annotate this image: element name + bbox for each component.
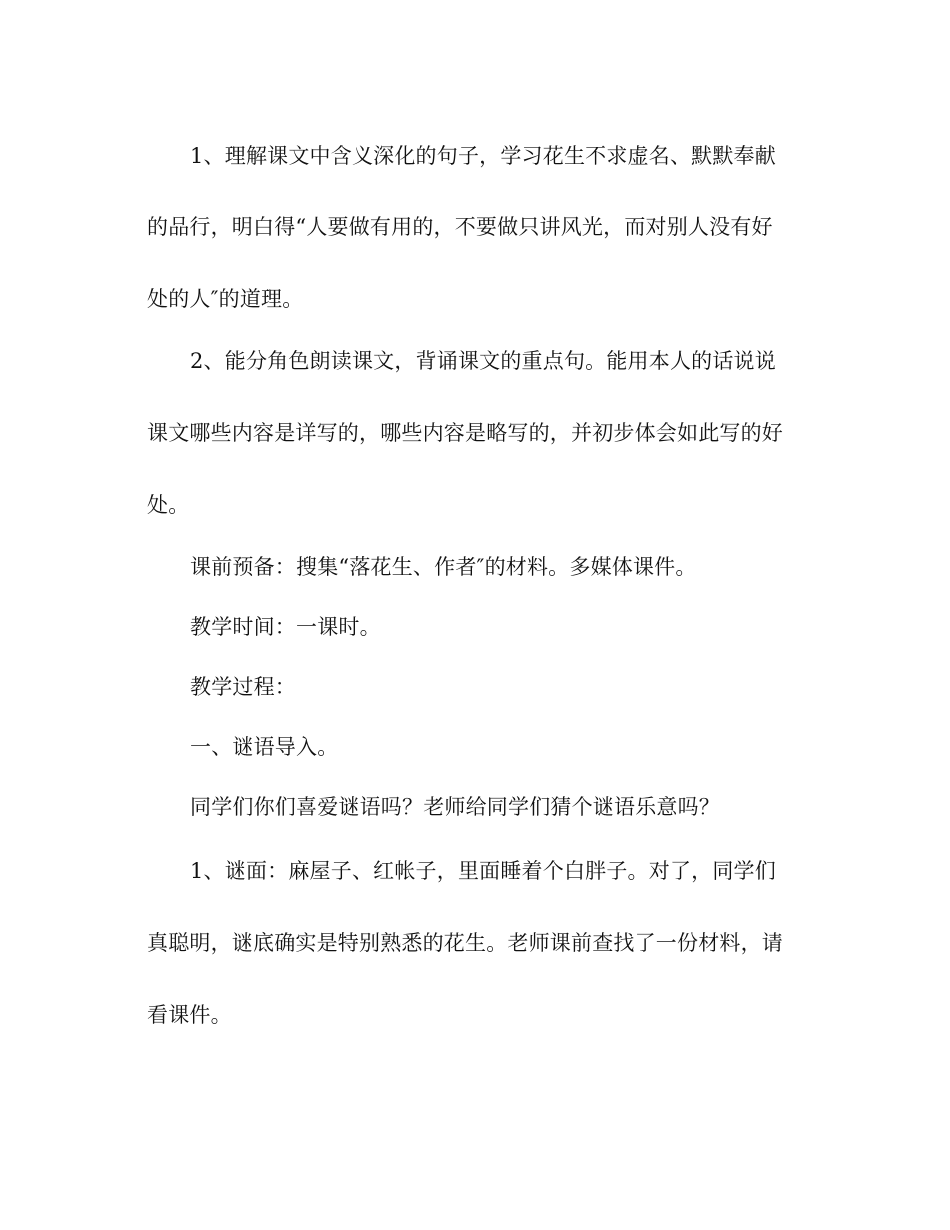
objective-1-line-2: 的品行，明白得“人要做有用的，不要做只讲风光，而对别人没有好 [147,215,773,239]
riddle-line-2: 真聪明，谜底确实是特别熟悉的花生。老师课前查找了一份材料，请 [147,931,783,955]
objective-2-line-2: 课文哪些内容是详写的，哪些内容是略写的，并初步体会如此写的好 [147,421,783,445]
riddle-line-1: 1、谜面：麻屋子、红帐子，里面睡着个白胖子。对了，同学们 [190,859,776,883]
teaching-time-line: 教学时间：一课时。 [190,615,381,639]
objective-2-line-1: 2、能分角色朗读课文，背诵课文的重点句。能用本人的话说说 [190,349,776,373]
section-1-heading: 一、谜语导入。 [190,735,339,759]
objective-2-line-3: 处。 [147,493,190,517]
objective-1-line-3: 处的人″的道理。 [147,287,304,311]
preparation-line: 课前预备：搜集“落花生、作者″的材料。多媒体课件。 [190,555,697,579]
objective-1-line-1: 1、理解课文中含义深化的句子，学习花生不求虚名、默默奉献 [190,144,776,168]
riddle-intro-line: 同学们你们喜爱谜语吗？老师给同学们猜个谜语乐意吗？ [190,795,720,819]
teaching-process-heading: 教学过程： [190,675,296,699]
riddle-line-3: 看课件。 [147,1003,232,1027]
